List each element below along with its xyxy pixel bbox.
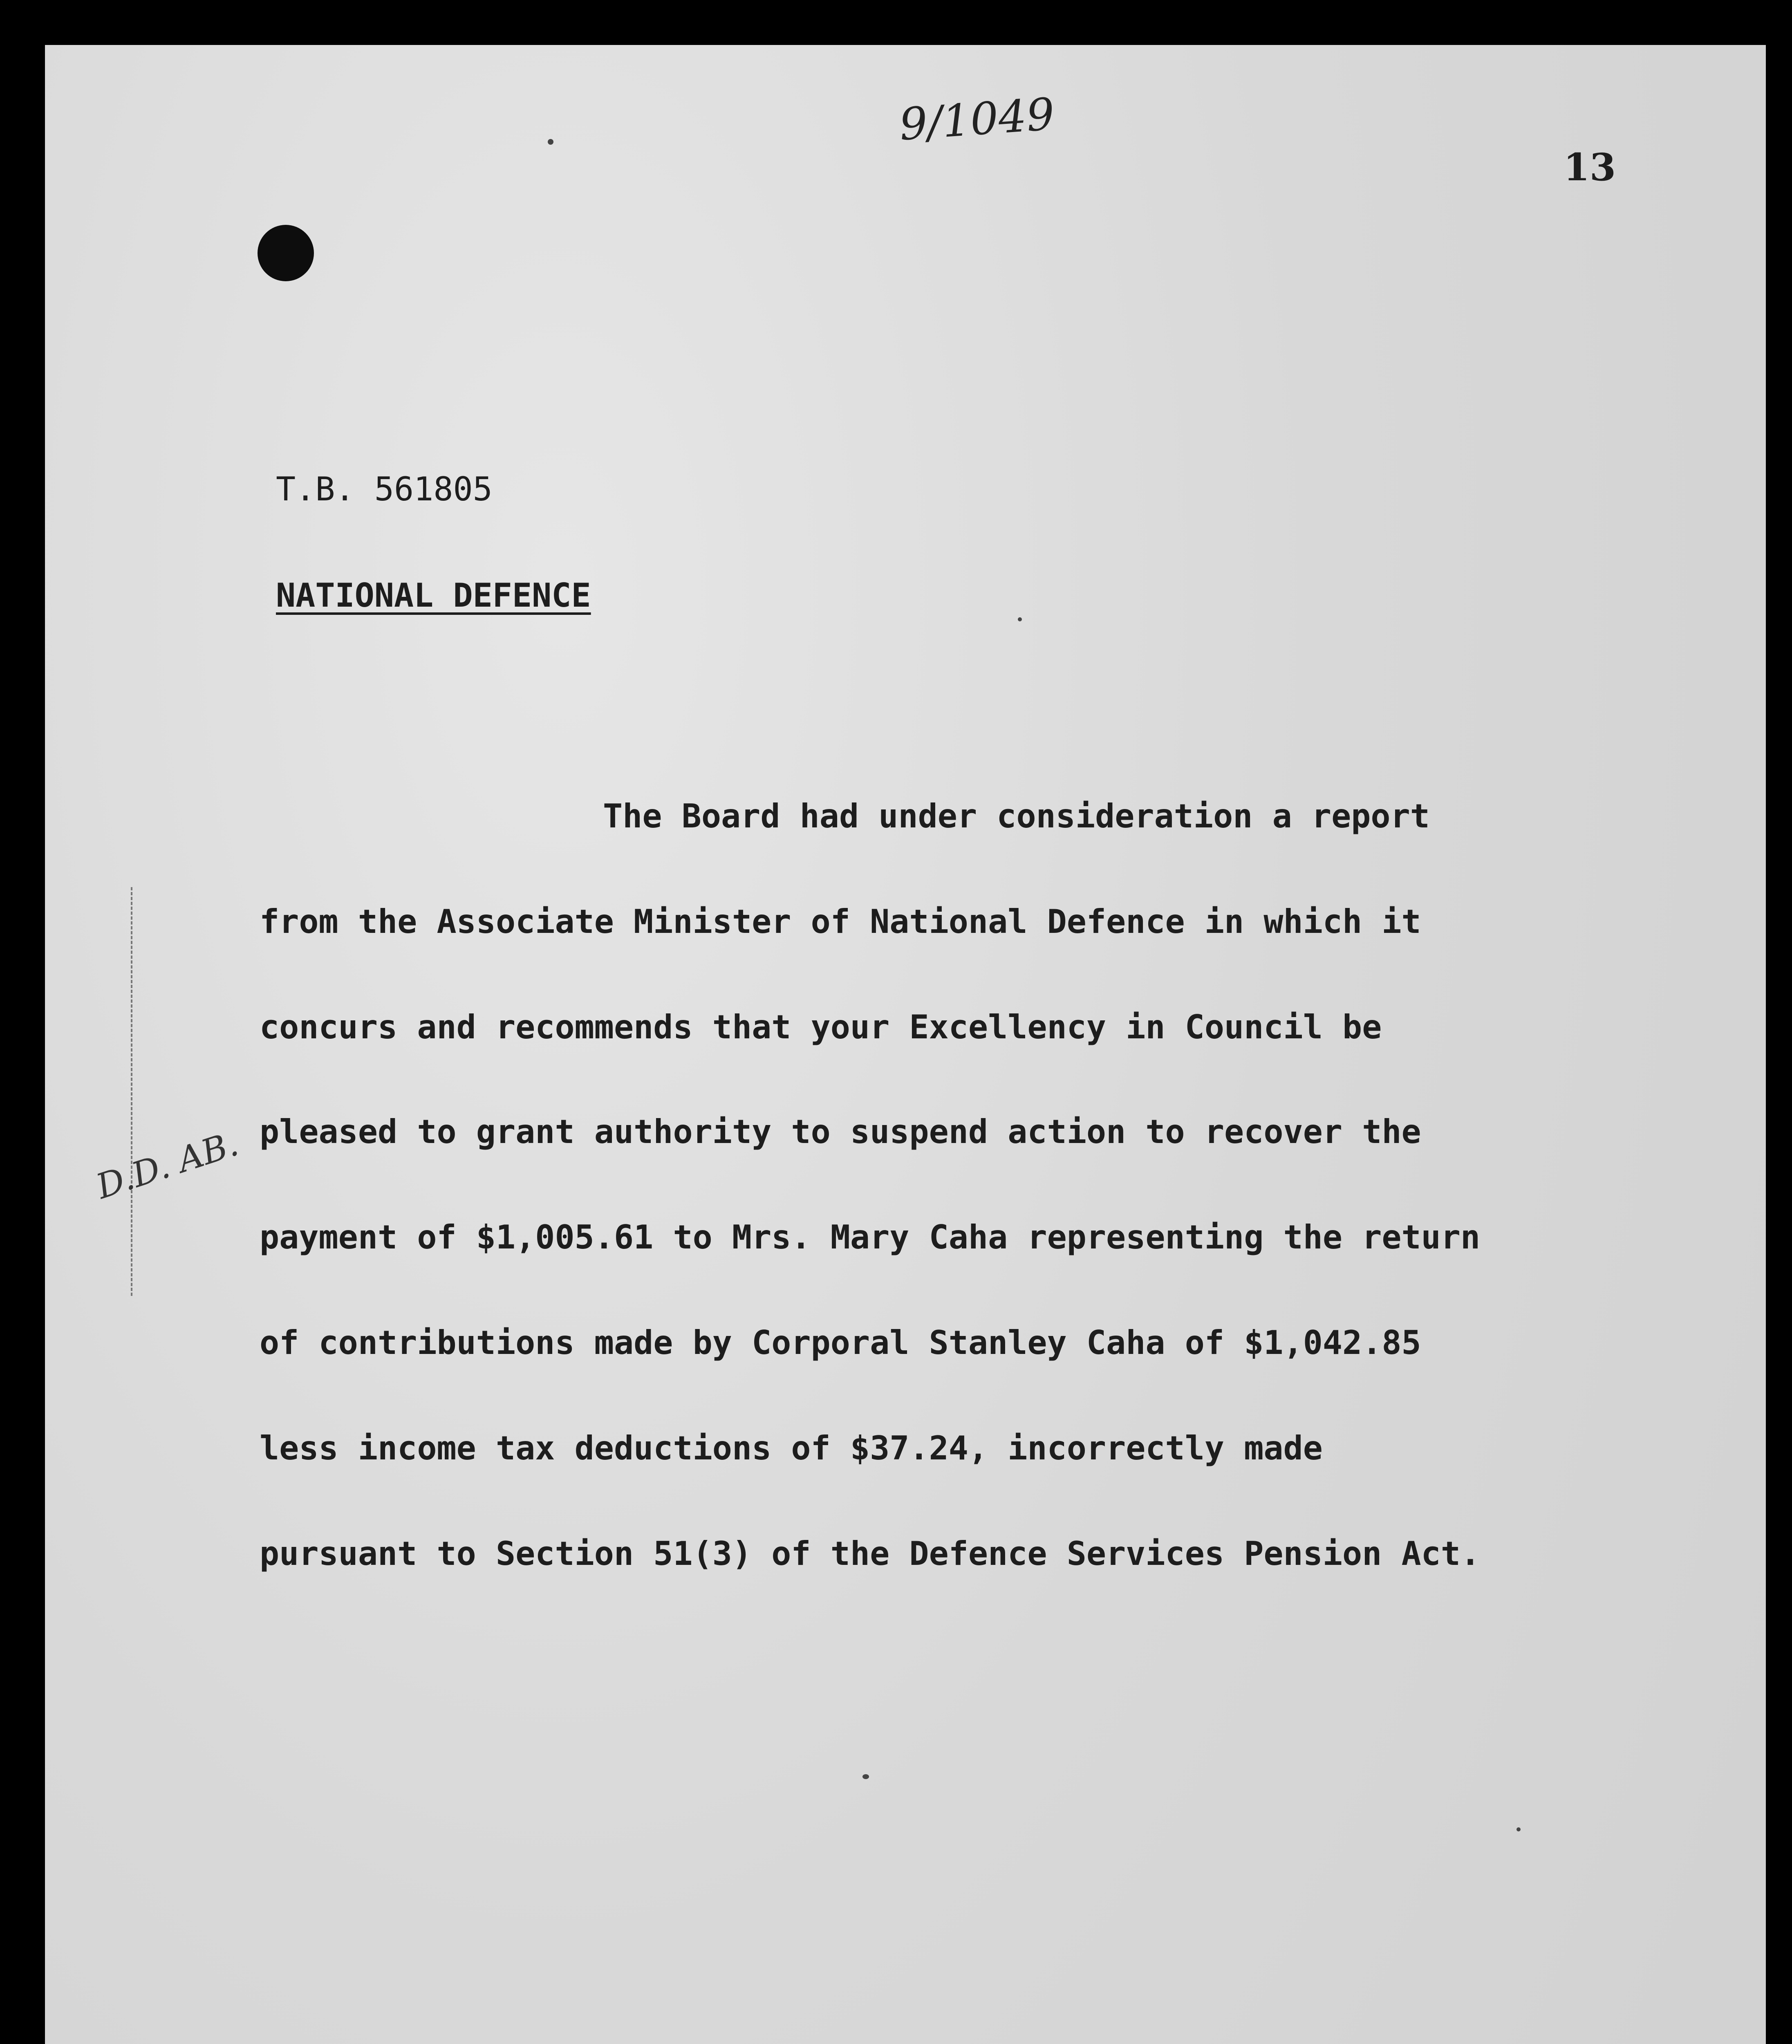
paper-speck (862, 1774, 869, 1779)
margin-mark (131, 887, 134, 1296)
paragraph-line: of contributions made by Corporal Stanley Caha of $1,042.85 (260, 1324, 1421, 1362)
paragraph-line: pursuant to Section 51(3) of the Defence Services Pension Act. (260, 1535, 1481, 1573)
paragraph-line: The Board had under consideration a report (603, 797, 1430, 835)
paragraph-line: payment of $1,005.61 to Mrs. Mary Caha representing the return (260, 1218, 1481, 1256)
tb-number: T.B. 561805 (276, 470, 493, 508)
handwritten-margin-note: D.D. AB. (91, 1123, 243, 1207)
file-reference: 9/1049 (898, 88, 1056, 151)
paper-speck (1516, 1827, 1521, 1831)
heading: NATIONAL DEFENCE (276, 576, 591, 614)
paragraph-line: pleased to grant authority to suspend action to recover the (260, 1113, 1421, 1151)
page-number: 13 (1564, 145, 1616, 189)
paper-speck (1018, 617, 1022, 621)
document-page (45, 45, 1766, 2044)
paragraph-line: less income tax deductions of $37.24, incorrectly made (260, 1429, 1323, 1467)
punch-hole-icon (258, 225, 314, 281)
paragraph-line: from the Associate Minister of National Defence in which it (260, 903, 1421, 941)
paper-speck (548, 139, 553, 145)
paragraph-line: concurs and recommends that your Excellency in Council be (260, 1008, 1382, 1046)
